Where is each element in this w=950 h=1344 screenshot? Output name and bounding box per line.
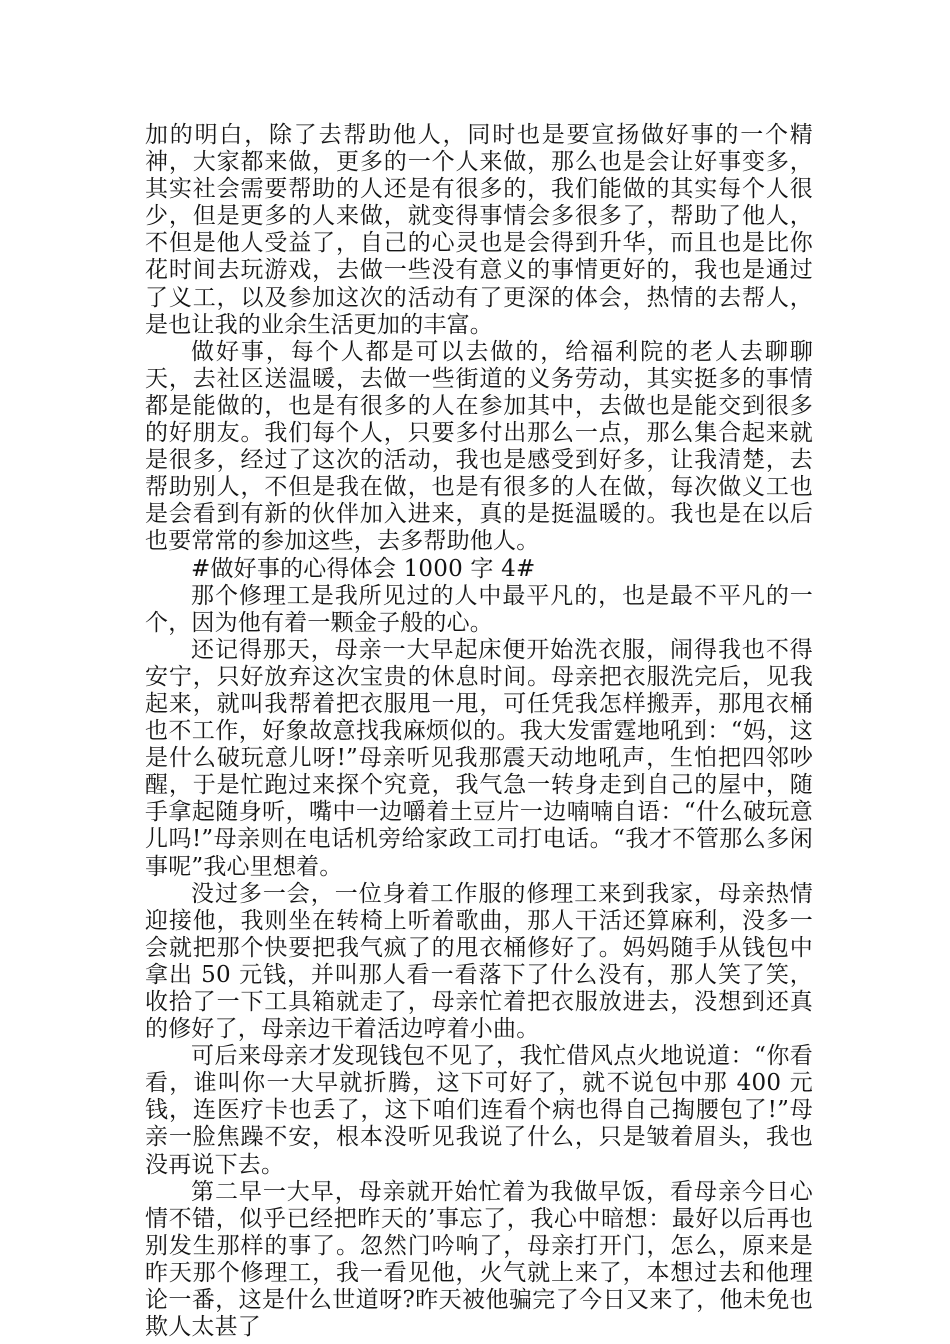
paragraph: 做好事，每个人都是可以去做的，给福利院的老人去聊聊天，去社区送温暖，去做一些街道的义务劳动，其实挺多的事情都是能做的，也是有很多的人在参加其中，去做也是能交到很多的好朋友。我们每个人，只要多付出那么一点，那么集合起来就是很多，经过了这次的活动，我也是感受到好多，让我清楚，去帮助别人，不但是我在做，也是有很多的人在做，每次做义工也是会看到有新的伙伴加入进来，真的是挺温暖的。我也是在以后也要常常的参加这些，去多帮助他人。 [145, 338, 813, 555]
document-body [145, 122, 813, 1341]
paragraph: 那个修理工是我所见过的人中最平凡的，也是最不平凡的一个，因为他有着一颗金子般的心。 [145, 582, 813, 636]
paragraph: 第二早一大早，母亲就开始忙着为我做早饭，看母亲今日心情不错，似乎已经把昨天的’事忘了，我心中暗想：最好以后再也别发生那样的事了。忽然门吟响了，母亲打开门，怎么，原来是昨天那个修理工，我一看见他，火气就上来了，本想过去和他理论一番，这是什么世道呀?昨天被他骗完了今日又来了，他未免也欺人太甚了 [145, 1178, 813, 1341]
paragraph: 还记得那天，母亲一大早起床便开始洗衣服，闹得我也不得安宁，只好放弃这次宝贵的休息时间。母亲把衣服洗完后，见我起来，就叫我帮着把衣服甩一甩，可任凭我怎样搬弄，那甩衣桶也不工作，好象故意找我麻烦似的。我大发雷霆地吼到：“妈，这是什么破玩意儿呀!”母亲听见我那震天动地吼声，生怕把四邻吵醒，于是忙跑过来探个究竟，我气急一转身走到自己的屋中，随手拿起随身听，嘴中一边嚼着土豆片一边喃喃自语：“什么破玩意儿吗!”母亲则在电话机旁给家政工司打电话。“我才不管那么多闲事呢”我心里想着。 [145, 636, 813, 880]
paragraph: 没过多一会，一位身着工作服的修理工来到我家，母亲热情迎接他，我则坐在转椅上听着歌曲，那人干活还算麻利，没多一会就把那个快要把我气疯了的甩衣桶修好了。妈妈随手从钱包中拿出 50 元钱，并叫那人看一看落下了什么没有，那人笑了笑，收拾了一下工具箱就走了，母亲忙着把衣服放进去，没想到还真的修好了，母亲边干着活边哼着小曲。 [145, 880, 813, 1043]
section-heading: #做好事的心得体会 1000 字 4# [191, 555, 536, 582]
paragraph: 加的明白，除了去帮助他人，同时也是要宣扬做好事的一个精神，大家都来做，更多的一个人来做，那么也是会让好事变多，其实社会需要帮助的人还是有很多的，我们能做的其实每个人很少，但是更多的人来做，就变得事情会多很多了，帮助了他人，不但是他人受益了，自己的心灵也是会得到升华，而且也是比你花时间去玩游戏，去做一些没有意义的事情更好的，我也是通过了义工，以及参加这次的活动有了更深的体会，热情的去帮人，是也让我的业余生活更加的丰富。 [145, 122, 813, 338]
paragraph: 可后来母亲才发现钱包不见了，我忙借风点火地说道：“你看看，谁叫你一大早就折腾，这下可好了，就不说包中那 400 元钱，连医疗卡也丢了，这下咱们连看个病也得自己掏腰包了!”母亲一脸焦躁不安，根本没听见我说了什么，只是皱着眉头，我也没再说下去。 [145, 1043, 813, 1178]
